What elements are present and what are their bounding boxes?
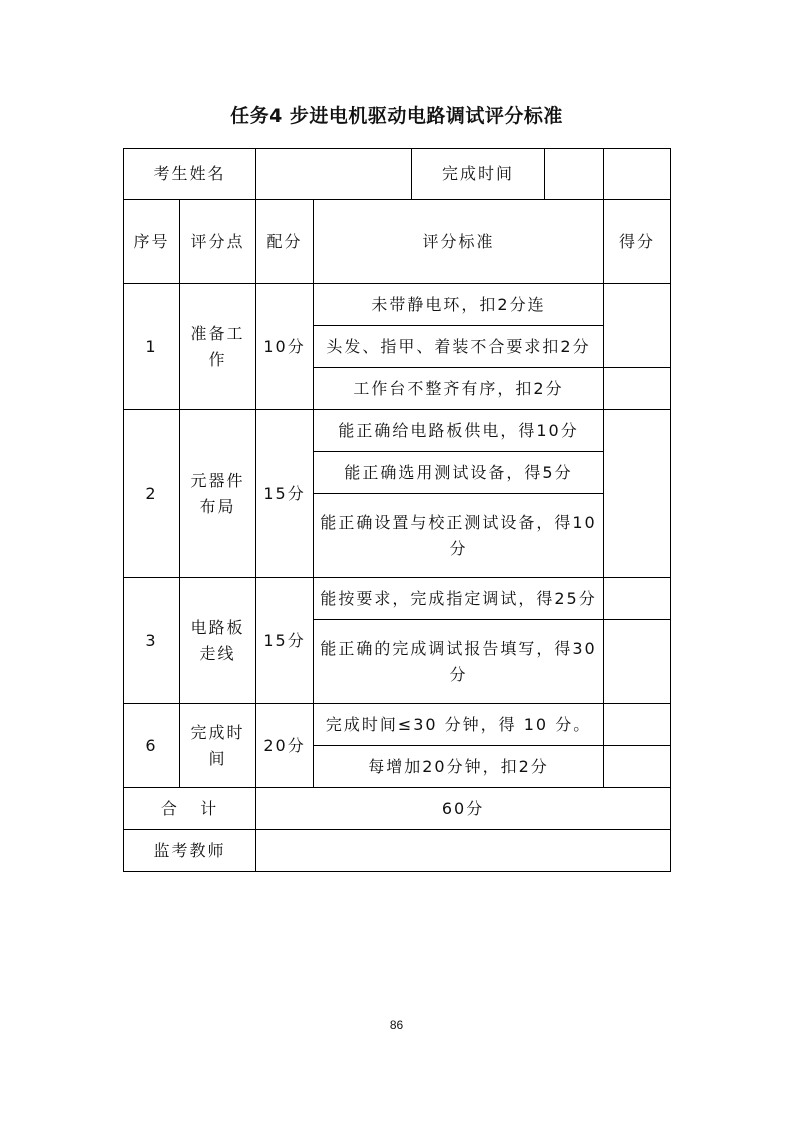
criteria-item: 未带静电环，扣2分连 [314, 284, 604, 326]
row-index: 2 [124, 410, 180, 578]
criteria-item: 工作台不整齐有序，扣2分 [314, 368, 604, 410]
finish-time-label: 完成时间 [412, 149, 545, 199]
column-weight: 配分 [256, 200, 314, 284]
candidate-name-value [256, 149, 412, 199]
row-index: 6 [124, 704, 180, 788]
row-score [604, 284, 671, 368]
criteria-item: 完成时间≤30 分钟，得 10 分。 [314, 704, 604, 746]
row-score [604, 704, 671, 746]
table-row [124, 704, 671, 746]
row-score [604, 578, 671, 620]
row-score [604, 746, 671, 788]
column-point: 评分点 [180, 200, 256, 284]
total-value: 60分 [256, 788, 671, 830]
row-weight: 15分 [256, 410, 314, 578]
row-point: 准备工作 [180, 284, 256, 410]
column-index: 序号 [124, 200, 180, 284]
row-weight: 20分 [256, 704, 314, 788]
row-index: 3 [124, 578, 180, 704]
table-row [124, 578, 671, 620]
row-point: 完成时间 [180, 704, 256, 788]
candidate-name-label: 考生姓名 [124, 149, 256, 200]
finish-time-value [604, 149, 671, 200]
candidate-info-cell [256, 149, 604, 200]
row-weight: 10分 [256, 284, 314, 410]
column-score: 得分 [604, 200, 671, 284]
row-score [604, 410, 671, 578]
page-number: 86 [389, 1018, 404, 1032]
row-index: 1 [124, 284, 180, 410]
total-label: 合 计 [124, 788, 256, 830]
criteria-item: 能正确设置与校正测试设备，得10分 [314, 494, 604, 578]
criteria-item: 头发、指甲、着装不合要求扣2分 [314, 326, 604, 368]
document-title: 任务4 步进电机驱动电路调试评分标准 [230, 105, 563, 127]
row-score [604, 620, 671, 704]
supervisor-row [124, 830, 671, 872]
table-row [124, 410, 671, 452]
supervisor-label: 监考教师 [124, 830, 256, 872]
criteria-item: 每增加20分钟，扣2分 [314, 746, 604, 788]
table-row [124, 284, 671, 326]
row-point: 元器件布局 [180, 410, 256, 578]
criteria-item: 能正确的完成调试报告填写，得30分 [314, 620, 604, 704]
supervisor-value [256, 830, 671, 872]
header-info-row [124, 149, 671, 200]
total-row [124, 788, 671, 830]
scoring-table [123, 148, 671, 872]
criteria-item: 能按要求，完成指定调试，得25分 [314, 578, 604, 620]
column-header-row [124, 200, 671, 284]
column-criteria: 评分标准 [314, 200, 604, 284]
criteria-item: 能正确选用测试设备，得5分 [314, 452, 604, 494]
row-point: 电路板走线 [180, 578, 256, 704]
row-score [604, 368, 671, 410]
row-weight: 15分 [256, 578, 314, 704]
criteria-item: 能正确给电路板供电，得10分 [314, 410, 604, 452]
